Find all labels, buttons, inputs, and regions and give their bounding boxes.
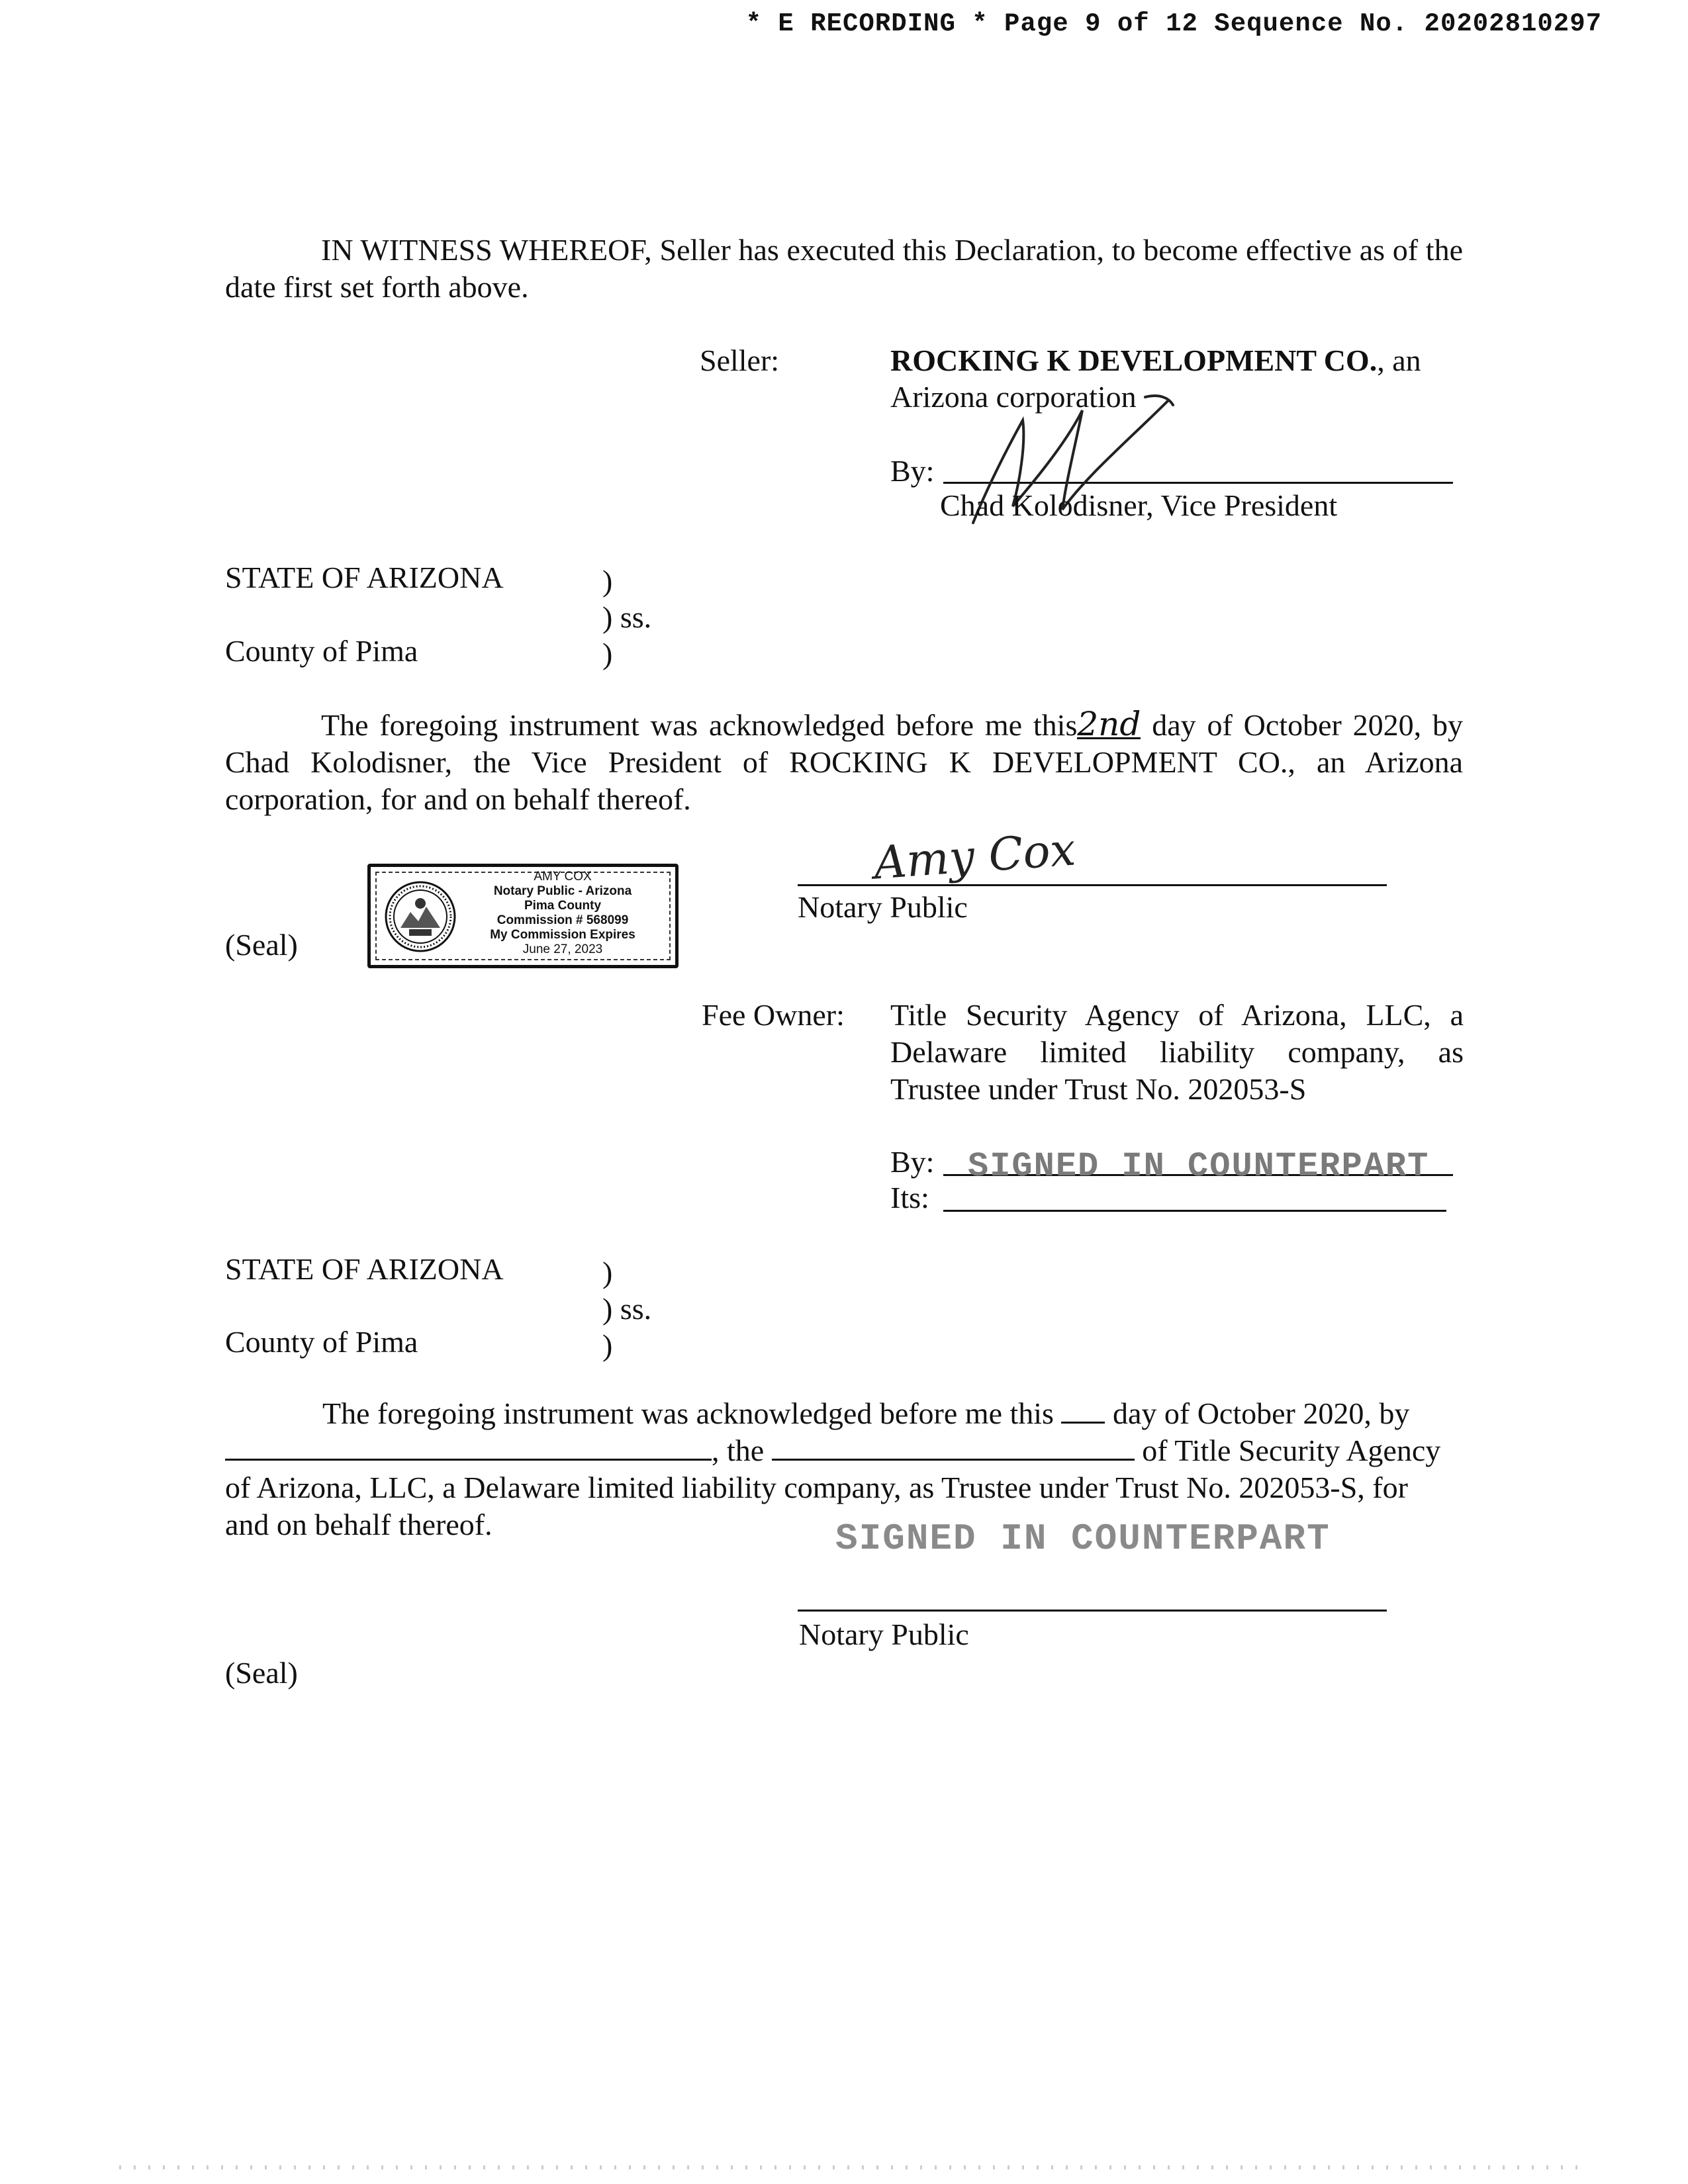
ack1-seal-label: (Seal)	[225, 928, 298, 962]
ack2-day-blank[interactable]	[1061, 1422, 1105, 1424]
ack2-line1	[322, 1395, 1409, 1432]
stamp-line1: AMY COX	[534, 870, 592, 884]
notary1-label: Notary Public	[798, 890, 968, 924]
venue1-paren1: )	[602, 564, 613, 598]
stamp-line3: Pima County	[524, 899, 602, 913]
venue1-ss: ) ss.	[602, 600, 652, 634]
ack2-line1-a: The foregoing instrument was acknowledged before me this	[322, 1396, 1054, 1430]
scan-edge-noise	[119, 2165, 1589, 2169]
fee-owner-its-label: Its:	[890, 1181, 929, 1214]
venue2-paren1: )	[602, 1255, 613, 1289]
ack1-paragraph	[225, 707, 1463, 818]
seller-signer-name: Chad Kolodisner, Vice President	[940, 488, 1338, 522]
witness-paragraph	[225, 232, 1463, 306]
ack2-line2	[225, 1432, 1440, 1469]
stamp-line5: My Commission Expires	[490, 928, 635, 942]
seller-by-label: By:	[890, 454, 935, 488]
fee-owner-line3: Trustee under Trust No. 202053-S	[890, 1072, 1307, 1106]
ack1-text-after: day of October 2020, by Chad Kolodisner, the Vice President of ROCKING K DEVELOPMENT CO., an Arizona corporation, for and on behalf thereof.	[225, 708, 1463, 816]
ack2-line4: and on behalf thereof.	[225, 1508, 492, 1541]
venue1-paren3: )	[602, 637, 613, 670]
venue2-county: County of Pima	[225, 1325, 418, 1359]
seller-company-name: ROCKING K DEVELOPMENT CO.	[890, 343, 1378, 377]
notary2-signature-line	[798, 1610, 1387, 1612]
ack2-name-blank[interactable]	[225, 1459, 712, 1461]
seller-company-suffix: , an	[1377, 343, 1421, 377]
fee-owner-line2: Delaware limited liability company, as	[890, 1035, 1464, 1069]
venue2-state: STATE OF ARIZONA	[225, 1252, 504, 1286]
ack2-line3: of Arizona, LLC, a Delaware limited liability company, as Trustee under Trust No. 202053-S, for	[225, 1471, 1408, 1504]
notary1-signature: Amy Cox	[872, 823, 1078, 890]
ack2-seal-label: (Seal)	[225, 1656, 298, 1690]
fee-owner-its-line	[943, 1210, 1446, 1212]
seller-label: Seller:	[700, 343, 780, 377]
notary-stamp	[367, 864, 679, 968]
venue2-ss: ) ss.	[602, 1292, 652, 1326]
venue1-county: County of Pima	[225, 634, 418, 668]
fee-owner-by-label: By:	[890, 1145, 935, 1179]
notary-stamp-text	[463, 870, 662, 957]
notary2-label: Notary Public	[799, 1617, 969, 1651]
fee-owner-counterpart-stamp: SIGNED IN COUNTERPART	[968, 1147, 1430, 1186]
witness-text: IN WITNESS WHEREOF, Seller has executed this Declaration, to become effective as of the date first set forth above.	[225, 233, 1463, 304]
venue2-paren3: )	[602, 1328, 613, 1362]
ack2-line2-a: , the	[712, 1433, 765, 1467]
ack2-line1-b: day of October 2020, by	[1112, 1396, 1410, 1430]
stamp-line4: Commission # 568099	[496, 913, 629, 927]
stamp-line6: June 27, 2023	[522, 942, 603, 956]
stamp-line2: Notary Public - Arizona	[493, 884, 632, 898]
seller-company-line2: Arizona corporation	[890, 380, 1137, 414]
ack2-line2-b: of Title Security Agency	[1142, 1433, 1441, 1467]
venue1-state: STATE OF ARIZONA	[225, 561, 504, 594]
ack1-text-before: The foregoing instrument was acknowledged before me this	[321, 708, 1078, 742]
ack2-title-blank[interactable]	[772, 1459, 1135, 1461]
arizona-seal-icon	[384, 880, 457, 953]
ack1-day-handwritten: 2nd	[1077, 705, 1141, 743]
fee-owner-text	[890, 997, 1464, 1071]
ack2-counterpart-stamp: SIGNED IN COUNTERPART	[835, 1518, 1331, 1560]
fee-owner-line1: Title Security Agency of Arizona, LLC, a	[890, 998, 1464, 1032]
notary1-signature-line	[798, 884, 1387, 886]
recording-header: * E RECORDING * Page 9 of 12 Sequence No. 20202810297	[745, 9, 1602, 38]
fee-owner-label: Fee Owner:	[702, 998, 845, 1032]
